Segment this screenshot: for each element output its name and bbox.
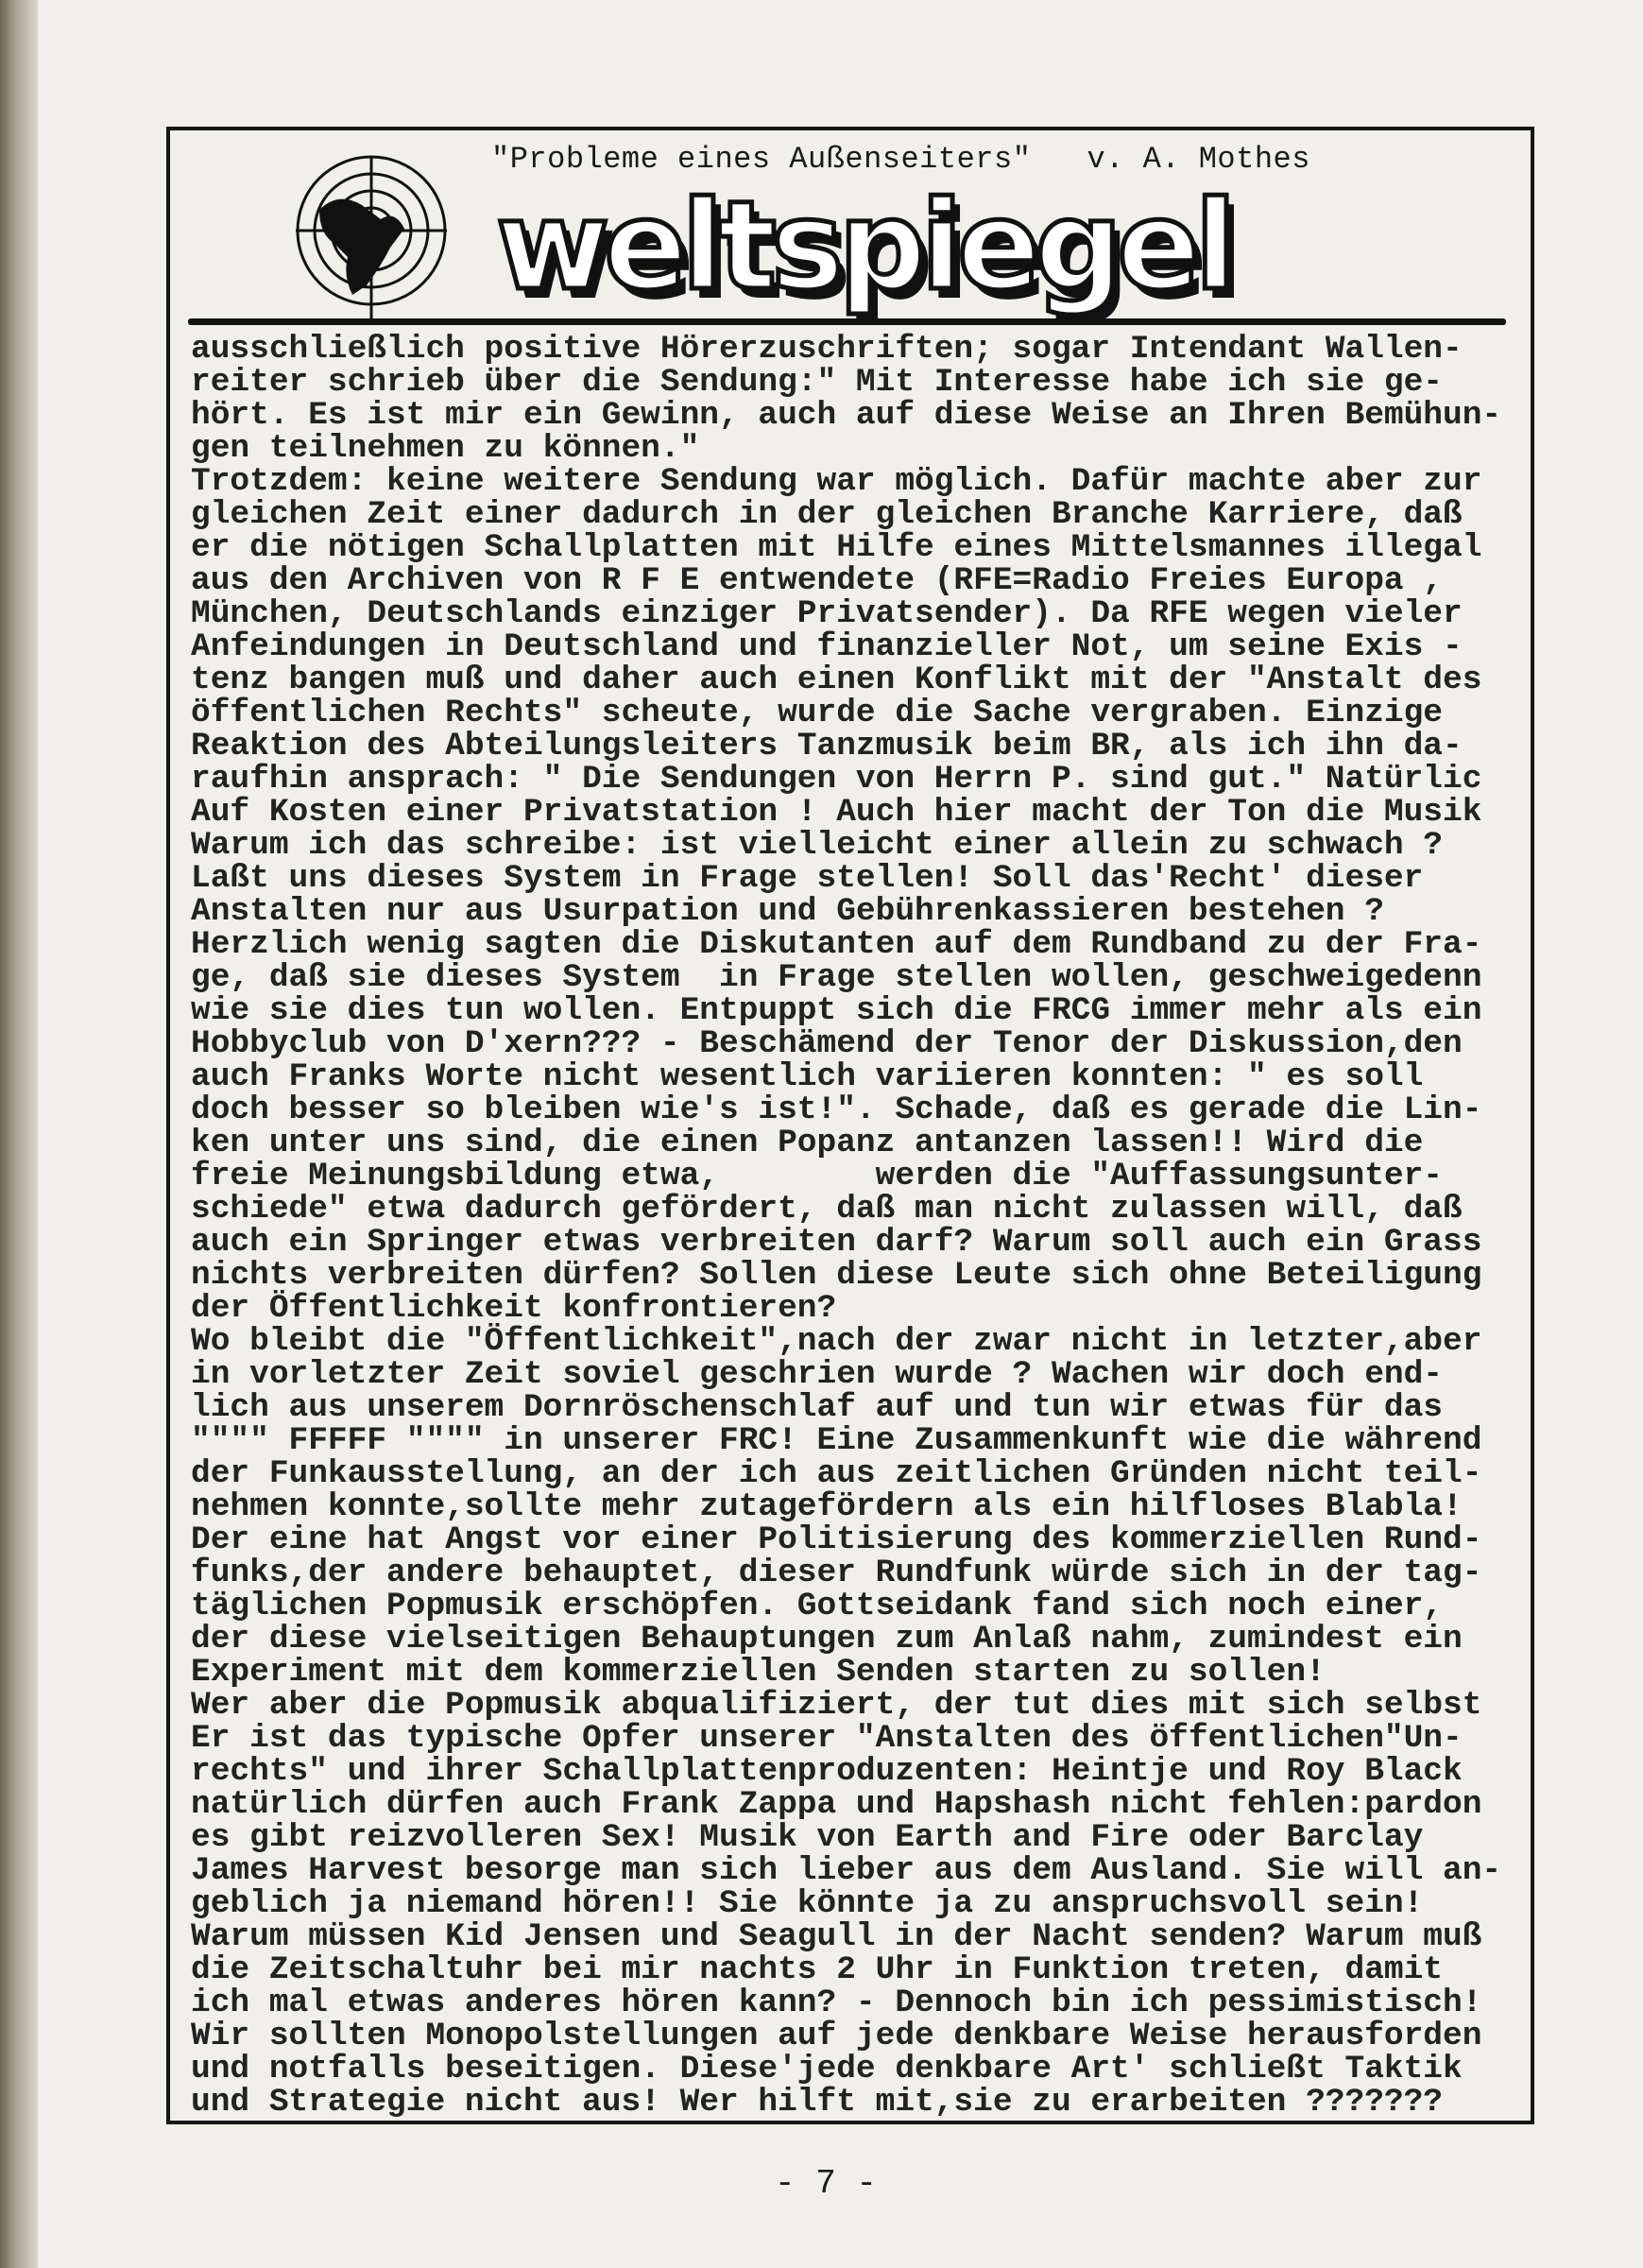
text-line: Warum ich das schreibe: ist vielleicht einer allein zu schwach ? xyxy=(191,827,1444,864)
text-line: reiter schrieb über die Sendung:" Mit Interesse habe ich sie ge- xyxy=(191,364,1444,401)
text-line: nichts verbreiten dürfen? Sollen diese Leute sich ohne Beteiligung xyxy=(191,1257,1482,1294)
text-line: schiede" etwa dadurch gefördert, daß man nicht zulassen will, daß xyxy=(191,1191,1463,1228)
text-line: öffentlichen Rechts" scheute, wurde die Sache vergraben. Einzige xyxy=(191,695,1444,731)
text-line: lich aus unserem Dornröschenschlaf auf und tun wir etwas für das xyxy=(191,1389,1444,1426)
text-line: ge, daß sie dieses System in Frage stellen wollen, geschweigedenn xyxy=(191,959,1482,996)
text-line: Der eine hat Angst vor einer Politisierung des kommerziellen Rund- xyxy=(191,1521,1482,1558)
text-line: die Zeitschaltuhr bei mir nachts 2 Uhr in Funktion treten, damit xyxy=(191,1951,1444,1988)
text-line: Hobbyclub von D'xern??? - Beschämend der Tenor der Diskussion,den xyxy=(191,1025,1463,1062)
text-line: freie Meinungsbildung etwa, werden die "Auffassungsunter- xyxy=(191,1158,1444,1194)
text-line: geblich ja niemand hören!! Sie könnte ja zu anspruchsvoll sein! xyxy=(191,1885,1424,1922)
text-line: der Öffentlichkeit konfrontieren? xyxy=(191,1290,837,1327)
text-line: Herzlich wenig sagten die Diskutanten auf dem Rundband zu der Fra- xyxy=(191,926,1482,963)
article-headline: "Probleme eines Außenseiters" v. A. Mothes xyxy=(491,142,1310,177)
text-line: Auf Kosten einer Privatstation ! Auch hier macht der Ton die Musik xyxy=(191,794,1482,831)
text-line: er die nötigen Schallplatten mit Hilfe eines Mittelsmannes illegal xyxy=(191,529,1482,566)
globe-logo-icon xyxy=(291,153,452,323)
text-line: und Strategie nicht aus! Wer hilft mit,sie zu erarbeiten ??????? xyxy=(191,2084,1444,2121)
text-line: tenz bangen muß und daher auch einen Konflikt mit der "Anstalt des xyxy=(191,662,1482,698)
text-line: auch Franks Worte nicht wesentlich variieren konnten: " es soll xyxy=(191,1058,1424,1095)
text-line: doch besser so bleiben wie's ist!". Schade, daß es gerade die Lin- xyxy=(191,1091,1482,1128)
text-line: in vorletzter Zeit soviel geschrien wurde ? Wachen wir doch end- xyxy=(191,1356,1444,1393)
text-line: natürlich dürfen auch Frank Zappa und Hapshash nicht fehlen:pardon xyxy=(191,1786,1482,1823)
text-line: Experiment mit dem kommerziellen Senden starten zu sollen! xyxy=(191,1654,1326,1691)
text-line: raufhin ansprach: " Die Sendungen von Herrn P. sind gut." Natürlic xyxy=(191,761,1482,798)
text-line: Anfeindungen in Deutschland und finanzieller Not, um seine Exis - xyxy=(191,628,1463,665)
text-line: wie sie dies tun wollen. Entpuppt sich die FRCG immer mehr als ein xyxy=(191,992,1482,1029)
text-line: auch ein Springer etwas verbreiten darf? Warum soll auch ein Grass xyxy=(191,1224,1482,1261)
text-line: """" FFFFF """" in unserer FRC! Eine Zusammenkunft wie die während xyxy=(191,1422,1482,1459)
text-line: Warum müssen Kid Jensen und Seagull in der Nacht senden? Warum muß xyxy=(191,1918,1482,1955)
text-line: München, Deutschlands einziger Privatsender). Da RFE wegen vieler xyxy=(191,595,1463,632)
page-number: - 7 - xyxy=(775,2164,878,2203)
article-body xyxy=(191,333,1501,2119)
text-line: ken unter uns sind, die einen Popanz antanzen lassen!! Wird die xyxy=(191,1125,1424,1161)
page-gutter xyxy=(0,0,38,2268)
text-line: und notfalls beseitigen. Diese'jede denkbare Art' schließt Taktik xyxy=(191,2051,1463,2088)
text-line: es gibt reizvolleren Sex! Musik von Earth and Fire oder Barclay xyxy=(191,1819,1424,1856)
text-line: funks,der andere behauptet, dieser Rundfunk würde sich in der tag- xyxy=(191,1555,1482,1591)
text-line: rechts" und ihrer Schallplattenproduzenten: Heintje und Roy Black xyxy=(191,1753,1463,1790)
text-line: der Funkausstellung, an der ich aus zeitlichen Gründen nicht teil- xyxy=(191,1455,1482,1492)
text-line: der diese vielseitigen Behauptungen zum Anlaß nahm, zumindest ein xyxy=(191,1621,1463,1658)
text-line: Reaktion des Abteilungsleiters Tanzmusik beim BR, als ich ihn da- xyxy=(191,728,1463,765)
text-line: aus den Archiven von R F E entwendete (RFE=Radio Freies Europa , xyxy=(191,562,1444,599)
text-line: täglichen Popmusik erschöpfen. Gottseidank fand sich noch einer, xyxy=(191,1588,1444,1624)
header-divider xyxy=(188,318,1506,325)
text-line: James Harvest besorge man sich lieber aus dem Ausland. Sie will an- xyxy=(191,1852,1502,1889)
text-line: Wir sollten Monopolstellungen auf jede denkbare Weise herausforden xyxy=(191,2018,1482,2054)
text-line: Anstalten nur aus Usurpation und Gebührenkassieren bestehen ? xyxy=(191,893,1384,930)
text-line: Trotzdem: keine weitere Sendung war möglich. Dafür machte aber zur xyxy=(191,463,1482,500)
weltspiegel-logo: weltspiegel xyxy=(496,174,1231,318)
text-line: nehmen konnte,sollte mehr zutagefördern als ein hilfloses Blabla! xyxy=(191,1488,1463,1525)
text-line: Er ist das typische Opfer unserer "Anstalten des öffentlichen"Un- xyxy=(191,1720,1463,1757)
text-line: hört. Es ist mir ein Gewinn, auch auf diese Weise an Ihren Bemühun- xyxy=(191,397,1502,434)
text-line: ich mal etwas anderes hören kann? - Dennoch bin ich pessimistisch! xyxy=(191,1984,1482,2021)
text-line: Wer aber die Popmusik abqualifiziert, der tut dies mit sich selbst xyxy=(191,1687,1482,1724)
text-line: gleichen Zeit einer dadurch in der gleichen Branche Karriere, daß xyxy=(191,496,1463,533)
text-line: Wo bleibt die "Öffentlichkeit",nach der zwar nicht in letzter,aber xyxy=(191,1323,1482,1360)
text-line: gen teilnehmen zu können." xyxy=(191,430,700,467)
text-line: Laßt uns dieses System in Frage stellen! Soll das'Recht' dieser xyxy=(191,860,1424,897)
text-line: ausschließlich positive Hörerzuschriften; sogar Intendant Wallen- xyxy=(191,331,1463,368)
